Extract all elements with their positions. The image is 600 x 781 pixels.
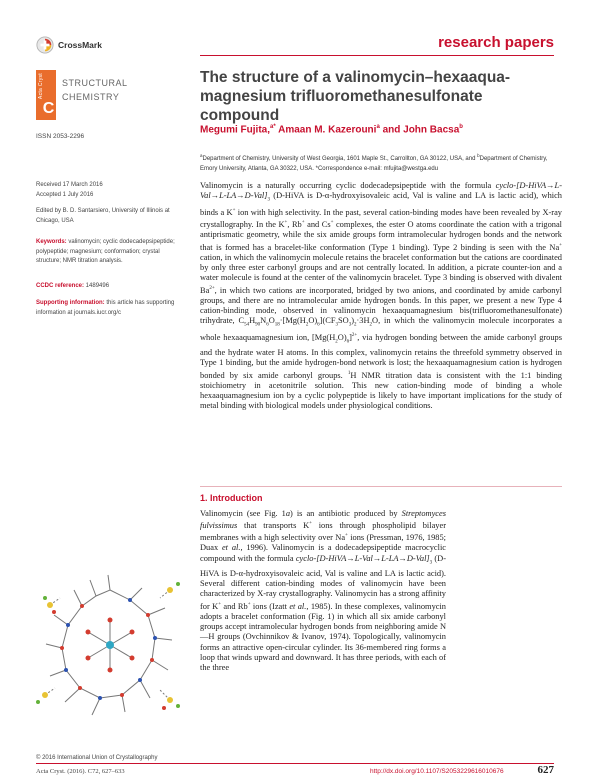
author-name[interactable]: Megumi Fujita, — [200, 124, 270, 136]
keywords-label: Keywords: — [36, 239, 67, 245]
supporting-information — [36, 299, 184, 318]
ccdc-value[interactable]: 1489496 — [84, 283, 110, 289]
affiliation: $^a$Department of Chemistry, University of West Georgia, 1601 Maple St., Carrollton, GA 30122, USA, and $^b$Department of Chemistry, Emory University, Atlanta, GA 30322, USA. *Correspondence e-mail: mfujita@westga.edu — [200, 153, 548, 172]
journal-logo-line2: CHEMISTRY — [62, 92, 120, 102]
keywords-text: valinomycin; cyclic dodecadepsipeptide; polypeptide; magnesium; conformation; crystal structure; NMR titration analysis. — [36, 239, 175, 264]
introduction-text: Valinomycin (see Fig. 1a) is an antibiotic produced by Streptomyces fulvissimus that transports K+ ions through phospholipid bilayer membranes with a high selectivity over Na+ ions (Pressman, 1976, 1985; Duax et al., 1996). Valinomycin is a dodecadepsipeptide macrocyclic compound with the formula cyclo-$[D-HiVA\to L-Val\to L-LA\to D-Val]_3$ (D-HiVA is D-α-hydroxyisovaleic acid, Val is valine and LA is lactic acid). Several different cation-binding modes of valinomycin have been characterized by X-ray crystallography. Valinomycin has a strong affinity for K+ and Rb+ ions (Izatt et al., 1985). In these complexes, valinomycin adopts a bracelet conformation (Fig. 1) in which all six amide carbonyl groups accept intramolecular hydrogen bonds from neighboring amide N—H groups (Ovchinnikov & Ivanov, 1974). Topologically, valinomycin forms an attractive open-circular cylinder. Its 36-membered ring forms a loop that winds upward and downward. It has three periods, with each of the three — [200, 509, 447, 673]
article-title: The structure of a valinomycin–hexaaqua-magnesium trifluoromethanesulfonate compound — [200, 69, 511, 124]
author-list — [200, 124, 463, 135]
crossmark-icon — [36, 36, 54, 54]
journal-logo-letter: C — [42, 100, 55, 117]
author-affiliation-mark: a — [376, 124, 380, 130]
keywords — [36, 238, 184, 267]
issn: ISSN 2053-2296 — [36, 133, 85, 140]
editor-note: Edited by B. D. Santarsiero, University of Illinois at Chicago, USA — [36, 208, 170, 224]
copyright: © 2016 International Union of Crystallography — [36, 755, 158, 761]
abstract-divider — [200, 486, 562, 487]
introduction-heading: 1. Introduction — [200, 493, 263, 503]
article-dates — [36, 181, 184, 200]
author-name[interactable]: Amaan M. Kazerouni — [278, 124, 377, 136]
crossmark-label: CrossMark — [58, 40, 102, 50]
supporting-text[interactable]: this article has supporting information at journals.iucr.org/c — [36, 300, 175, 316]
author-name[interactable]: and John Bacsa — [382, 124, 460, 136]
ccdc-label: CCDC reference: — [36, 283, 85, 289]
ccdc-reference — [36, 282, 184, 292]
accepted-date: Accepted 1 July 2016 — [36, 191, 94, 198]
author-affiliation-mark: a* — [270, 124, 276, 130]
page-number: 627 — [537, 764, 554, 776]
molecule-structure-figure — [30, 560, 190, 730]
journal-logo-line1: STRUCTURAL — [62, 78, 128, 88]
journal-logo-words — [62, 76, 128, 104]
footer-journal-citation: Acta Cryst. (2016). C72, 627–633 — [36, 768, 125, 775]
footer-divider — [36, 763, 554, 764]
supporting-label: Supporting information: — [36, 300, 105, 306]
crossmark-badge[interactable] — [36, 36, 102, 54]
journal-logo-block — [36, 70, 56, 120]
received-date: Received 17 March 2016 — [36, 182, 103, 188]
journal-logo-vertical-text: Acta Cryst — [38, 73, 44, 100]
journal-logo — [36, 70, 128, 120]
header-divider — [200, 55, 554, 56]
doi-link[interactable]: http://dx.doi.org/10.1107/S2053229616010676 — [370, 768, 504, 775]
abstract: Valinomycin is a naturally occurring cyclic dodecadepsipeptide with the formula cyclo-$[D-HiVA\to L-Val\to L-LA\to D-Val]_3$ (D-HiVA is D-α-hydroxyisovaleic acid, Val is valine and LA is lactic acid), which binds a K+ ion with high selectivity. In the past, several cation-binding modes have been revealed by X-ray crystallography. In the K+, Rb+ and Cs+ complexes, the ester O atoms coordinate the cation with a trigonal antiprismatic geometry, while the six amide groups form intramolecular hydrogen bonds and the network that is formed has a bracelet-like conformation (Type 1 binding). Type 2 binding is seen with the Na+ cation, in which the valinomycin molecule retains the bracelet conformation but the cations are coordinated by only three ester carbonyl groups and are not centrally located. In addition, a picrate counter-ion and a water molecule is found at the center of the valinomycin bracelet. Type 3 binding is observed with divalent $Ba^{2+}$, in which two cations are incorporated, bridged by two anions, and coordinated by amide carbonyl groups, and there are no intramolecular amide hydrogen bonds. In this paper, we present a new Type 4 cation-binding mode, observed in valinomycin hexaaquamagnesium bis(trifluoromethanesulfonate) trihydrate, $C_{54}H_{90}N_6O_{18}\cdot[Mg(H_2O)_6](CF_3SO_3)_2\cdot 3H_2O$, in which the valinomycin molecule incorporates a whole hexaaquamagnesium ion, $[Mg(H_2O)_6]^{2+}$, via hydrogen bonding between the amide carbonyl groups and the hydrate water H atoms. In this complex, valinomycin retains the threefold symmetry observed in Type 1 binding, but the amide hydrogen-bond network is lost; the hexaaquamagnesium cation is hydrogen bonded by six amide carbonyl groups. $^1$H NMR titration data is consistent with the 1:1 binding stoichiometry in acetonitrile solution. This new cation-binding mode of binding a whole hexaaquamagnesium ion by a cyclic polypeptide is likely to have important implications for the study of metal binding with biological models under physiological conditions. — [200, 181, 563, 411]
author-affiliation-mark: b — [459, 124, 463, 130]
section-label: research papers — [438, 34, 554, 51]
